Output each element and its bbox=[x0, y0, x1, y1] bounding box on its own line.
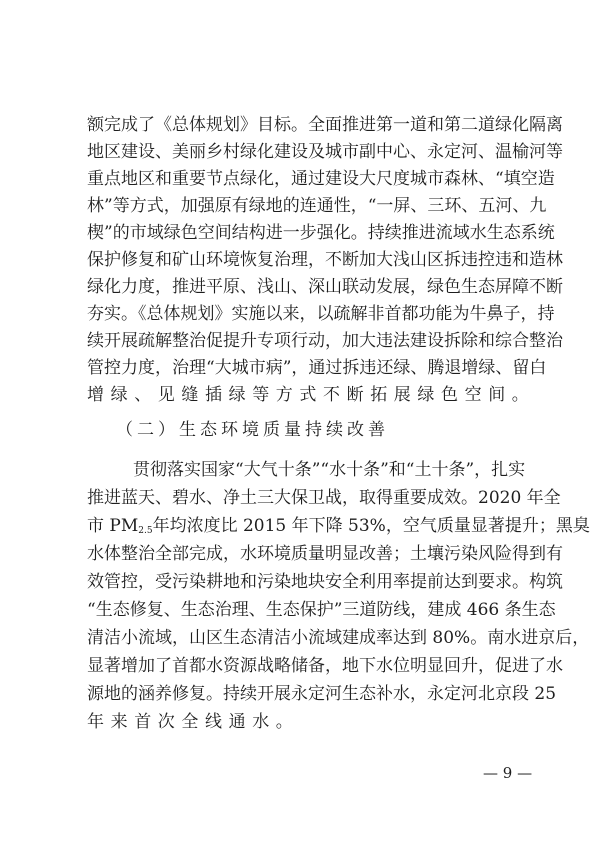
text-line: 额完成了《总体规划》目标。全面推进第一道和第二道绿化隔离 bbox=[87, 115, 563, 135]
text-line: 推进蓝天、碧水、净土三大保卫战，取得重要成效。2020 年全 bbox=[87, 488, 561, 508]
text-line: 保护修复和矿山环境恢复治理，不断加大浅山区拆违控违和造林 bbox=[87, 250, 563, 270]
text-line: 管控力度，治理“大城市病”，通过拆违还绿、腾退增绿、留白 bbox=[87, 358, 547, 378]
text-line: 绿化力度，推进平原、浅山、深山联动发展，绿色生态屏障不断 bbox=[87, 277, 563, 297]
text-line: 显著增加了首都水资源战略储备，地下水位明显回升，促进了水 bbox=[87, 656, 563, 676]
text-line: 重点地区和重要节点绿化，通过建设大尺度城市森林、“填空造 bbox=[87, 169, 555, 189]
section-heading: （二）生态环境质量持续改善 bbox=[116, 420, 389, 440]
text-line: 林”等方式，加强原有绿地的连通性，“一屏、三环、五河、九 bbox=[87, 196, 547, 216]
subscript: 2.5 bbox=[138, 526, 153, 536]
text-fragment: 市 PM bbox=[87, 516, 139, 536]
text-line: 水体整治全部完成，水环境质量明显改善；土壤污染风险得到有 bbox=[87, 544, 563, 564]
text-line: 清洁小流域，山区生态清洁小流域建成率达到 80%。南水进京后， bbox=[87, 628, 590, 648]
text-line-pm25 bbox=[87, 515, 590, 537]
text-line: 贯彻落实国家“大气十条”“水十条”和“土十条”，扎实 bbox=[133, 460, 526, 480]
text-line: 夯实。《总体规划》实施以来，以疏解非首都功能为牛鼻子，持 bbox=[87, 304, 555, 324]
text-line: 年来首次全线通水。 bbox=[87, 712, 300, 732]
page-number: — 9 — bbox=[483, 764, 533, 782]
text-line: 续开展疏解整治促提升专项行动，加大违法建设拆除和综合整治 bbox=[87, 331, 563, 351]
text-line: 源地的涵养修复。持续开展永定河生态补水，永定河北京段 25 bbox=[87, 684, 557, 704]
text-line: 效管控，受污染耕地和污染地块安全利用率提前达到要求。构筑 bbox=[87, 572, 563, 592]
text-line: 楔”的市域绿色空间结构进一步强化。持续推进流域水生态系统 bbox=[87, 223, 555, 243]
text-line: 增绿、见缝插绿等方式不断拓展绿色空间。 bbox=[87, 385, 536, 405]
text-line: 地区建设、美丽乡村绿化建设及城市副中心、永定河、温榆河等 bbox=[87, 142, 563, 162]
text-line: “生态修复、生态治理、生态保护”三道防线，建成 466 条生态 bbox=[87, 600, 556, 620]
text-fragment: 年均浓度比 2015 年下降 53%，空气质量显著提升；黑臭 bbox=[152, 516, 590, 536]
